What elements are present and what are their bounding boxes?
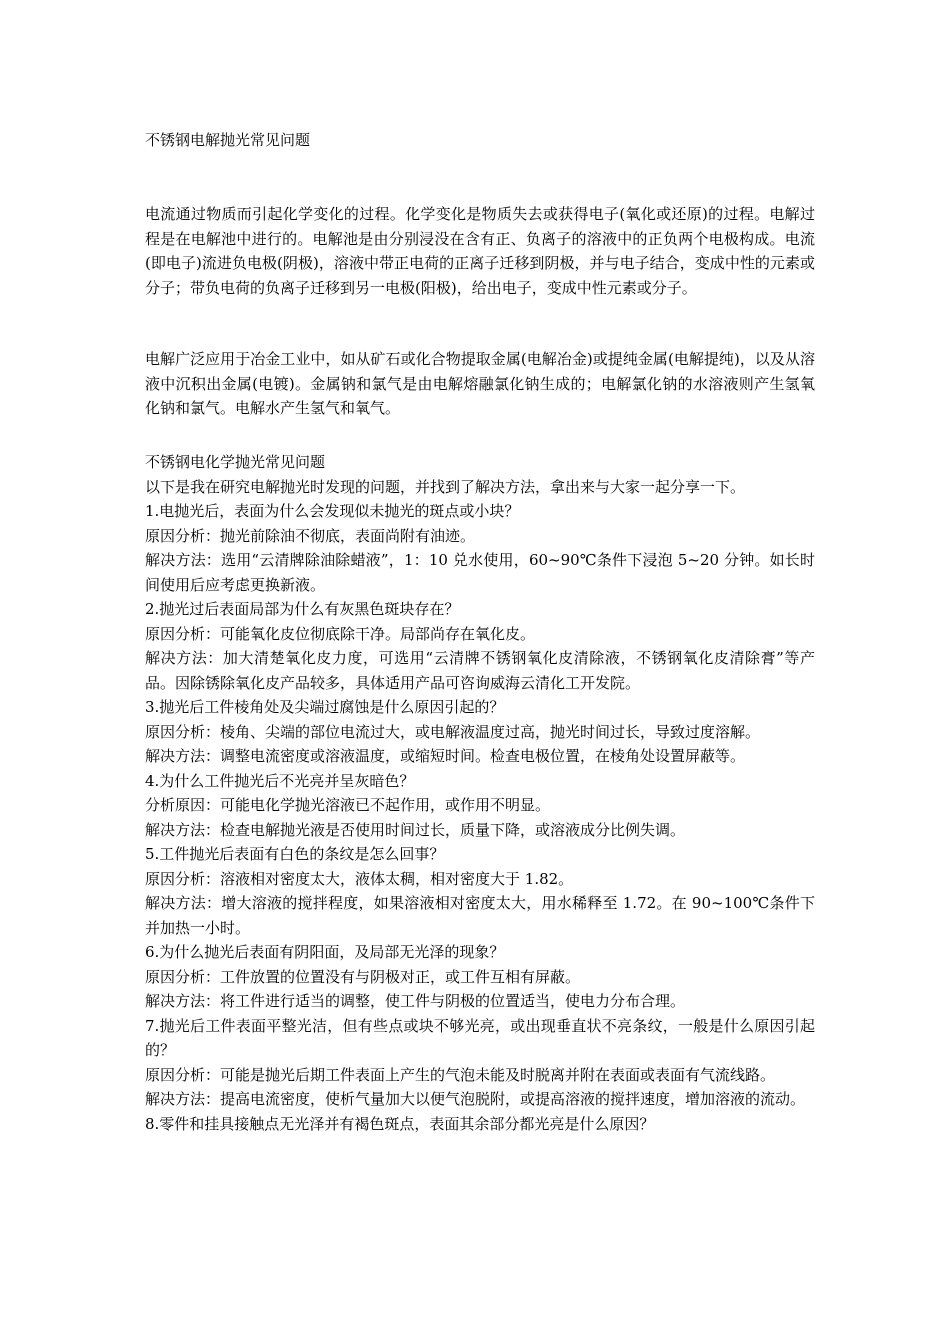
faq-question: 2.抛光过后表面局部为什么有灰黑色斑块存在？ [145, 600, 460, 618]
faq-question: 8.零件和挂具接触点无光泽并有褐色斑点，表面其余部分都光亮是什么原因？ [145, 1114, 655, 1133]
faq-solution: 解决方法：检查电解抛光液是否使用时间过长，质量下降，或溶液成分比例失调。 [145, 820, 686, 839]
faq-solution: 解决方法：调整电流密度或溶液温度，或缩短时间。检查电极位置，在棱角处设置屏蔽等。 [145, 747, 746, 765]
faq-solution: 解决方法：增大溶液的搅拌程度，如果溶液相对密度太大，用水稀释至 1.72。在 90~100℃条件下并加热一小时。 [145, 894, 815, 937]
faq-cause: 原因分析：工件放置的位置没有与阴极对正，或工件互相有屏蔽。 [145, 967, 581, 986]
faq-cause: 原因分析：可能是抛光后期工件表面上产生的气泡未能及时脱离并附在表面或表面有气流线路。 [145, 1065, 776, 1084]
faq-question: 3.抛光后工件棱角处及尖端过腐蚀是什么原因引起的？ [145, 698, 505, 716]
faq-solution: 解决方法：加大清楚氧化皮力度，可选用“云清牌不锈钢氧化皮清除液，不锈钢氧化皮清除膏”等产品。因除锈除氧化皮产品较多，具体适用产品可咨询威海云清化工开发院。 [145, 649, 815, 692]
faq-solution: 解决方法：将工件进行适当的调整，使工件与阴极的位置适当，使电力分布合理。 [145, 992, 686, 1010]
faq-cause: 原因分析：抛光前除油不彻底，表面尚附有油迹。 [145, 526, 476, 545]
faq-cause: 原因分析：棱角、尖端的部位电流过大，或电解液温度过高，抛光时间过长，导致过度溶解。 [145, 722, 761, 741]
faq-intro: 以下是我在研究电解抛光时发现的问题，并找到了解决方法，拿出来与大家一起分享一下。 [145, 477, 746, 496]
faq-question: 6.为什么抛光后表面有阴阳面，及局部无光泽的现象？ [145, 943, 505, 961]
faq-cause: 原因分析：可能氧化皮位彻底除干净。局部尚存在氧化皮。 [145, 624, 536, 643]
faq-question: 1.电抛光后，表面为什么会发现似未抛光的斑点或小块？ [145, 502, 520, 520]
document-title: 不锈钢电解抛光常见问题 [145, 131, 311, 149]
faq-cause: 分析原因：可能电化学抛光溶液已不起作用，或作用不明显。 [145, 796, 551, 814]
faq-solution: 解决方法：选用“云清牌除油除蜡液”，1：10 兑水使用，60~90℃条件下浸泡 5~20 分钟。如长时间使用后应考虑更换新液。 [145, 551, 815, 594]
intro-paragraph: 电解广泛应用于冶金工业中，如从矿石或化合物提取金属(电解冶金)或提纯金属(电解提纯)，以及从溶液中沉积出金属(电镀)。金属钠和氯气是由电解熔融氯化钠生成的；电解氯化钠的水溶液则产生氢氧化钠和氯气。电解水产生氢气和氧气。 [145, 350, 815, 417]
faq-section [145, 450, 815, 1136]
faq-question: 7.抛光后工件表面平整光洁，但有些点或块不够光亮，或出现垂直状不亮条纹，一般是什么原因引起的？ [145, 1016, 815, 1059]
faq-cause: 原因分析：溶液相对密度太大，液体太稠，相对密度大于 1.82。 [145, 869, 574, 888]
faq-question: 5.工件抛光后表面有白色的条纹是怎么回事？ [145, 845, 445, 863]
faq-heading: 不锈钢电化学抛光常见问题 [145, 453, 326, 471]
intro-paragraph: 电流通过物质而引起化学变化的过程。化学变化是物质失去或获得电子(氧化或还原)的过程。电解过程是在电解池中进行的。电解池是由分别浸没在含有正、负离子的溶液中的正负两个电极构成。电流(即电子)流进负电极(阴极)，溶液中带正电荷的正离子迁移到阴极，并与电子结合，变成中性的元素或分子；带负电荷的负离子迁移到另一电极(阳极)，给出电子，变成中性元素或分子。 [145, 205, 815, 297]
faq-question: 4.为什么工件抛光后不光亮并呈灰暗色？ [145, 771, 415, 790]
faq-solution: 解决方法：提高电流密度，使析气量加大以便气泡脱附，或提高溶液的搅拌速度，增加溶液的流动。 [145, 1090, 806, 1108]
